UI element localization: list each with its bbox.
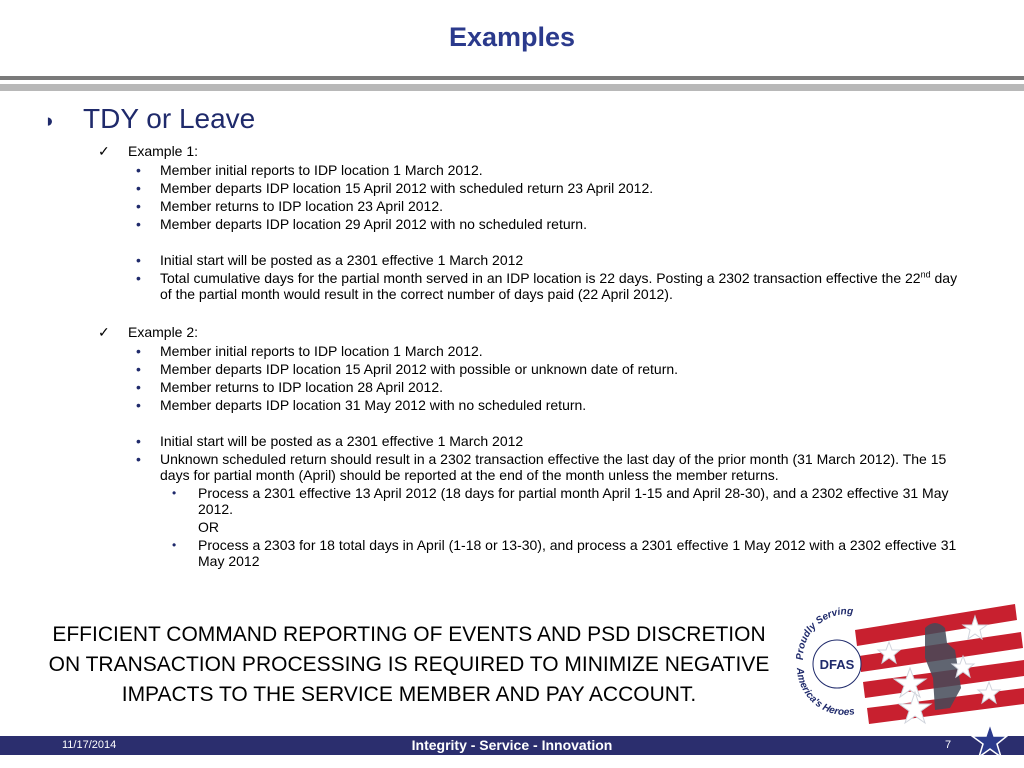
- footer-star-icon: [968, 722, 1008, 762]
- list-item: [0, 198, 1024, 214]
- list-item: [0, 433, 1024, 449]
- bullet-icon: •: [136, 451, 141, 467]
- checkmark-icon: ✓: [98, 324, 110, 340]
- list-item-text: Total cumulative days for the partial month served in an IDP location is 22 days. Posting a 2302 transaction effective the 22: [160, 270, 921, 286]
- example-1-label-row: [0, 143, 1024, 162]
- logo-center-text: DFAS: [819, 657, 855, 672]
- sub-list-item-text: Process a 2303 for 18 total days in April (1-18 or 13-30), and process a 2301 effective 1 May 2012 with a 2302 effective 31 May 2012: [198, 537, 957, 569]
- list-item-text: Member departs IDP location 15 April 2012 with scheduled return 23 April 2012.: [160, 180, 654, 196]
- bullet-icon: •: [136, 162, 141, 178]
- dfas-flag-logo: [785, 598, 1024, 730]
- example-2-label: Example 2:: [128, 324, 199, 340]
- ordinal-suffix: nd: [920, 269, 931, 280]
- list-item-text: Member departs IDP location 29 April 2012 with no scheduled return.: [160, 216, 587, 232]
- list-item: [0, 180, 1024, 196]
- spacer: [0, 415, 1024, 433]
- list-item: [0, 361, 1024, 377]
- checkmark-icon: ✓: [98, 143, 110, 159]
- bullet-icon: •: [136, 198, 141, 214]
- bullet-icon: •: [136, 397, 141, 413]
- bullet-icon: •: [136, 379, 141, 395]
- list-item-text: Member returns to IDP location 28 April 2012.: [160, 379, 444, 395]
- section-heading: TDY or Leave: [83, 103, 256, 134]
- list-item: [0, 216, 1024, 232]
- logo-top-text: Proudly Serving: [794, 606, 854, 661]
- bullet-icon: •: [136, 343, 141, 359]
- sub-bullet-icon: •: [172, 486, 177, 500]
- title-divider-light: [0, 84, 1024, 91]
- list-item: [0, 162, 1024, 178]
- heading-bullet-icon: ◗: [44, 111, 56, 132]
- sub-list-item-text: Process a 2301 effective 13 April 2012 (18 days for partial month April 1-15 and April 28-30), and a 2302 effective 31 May 2012.: [198, 485, 949, 517]
- or-text: OR: [198, 519, 219, 535]
- list-item-text: Member returns to IDP location 23 April 2012.: [160, 198, 444, 214]
- list-item-text: Initial start will be posted as a 2301 effective 1 March 2012: [160, 252, 524, 268]
- bullet-icon: •: [136, 270, 141, 286]
- section-heading-row: [0, 103, 1024, 139]
- footer-bar: [0, 736, 1024, 755]
- bullet-icon: •: [136, 180, 141, 196]
- footer-date: 11/17/2014: [62, 739, 117, 751]
- example-1-label: Example 1:: [128, 143, 199, 159]
- page-number: 7: [945, 739, 952, 751]
- list-item-text: Member initial reports to IDP location 1 March 2012.: [160, 162, 483, 178]
- sub-list-item: [0, 485, 1024, 517]
- callout-statement: EFFICIENT COMMAND REPORTING OF EVENTS AND PSD DISCRETION ON TRANSACTION PROCESSING IS REQUIRED TO MINIMIZE NEGATIVE IMPACTS TO THE SERVICE MEMBER AND PAY ACCOUNT.: [48, 623, 770, 706]
- page-title: Examples: [448, 22, 576, 52]
- spacer: [0, 304, 1024, 320]
- list-item: [0, 451, 1024, 483]
- spacer: [0, 234, 1024, 252]
- sub-list-item: [0, 537, 1024, 569]
- list-item-text-cont: day of the partial month would result in the correct number of days paid (22 April 2012).: [160, 270, 958, 302]
- sub-bullet-icon: •: [172, 538, 177, 552]
- logo-bottom-text: America's Heroes: [793, 667, 856, 719]
- list-item-text: Member initial reports to IDP location 1 March 2012.: [160, 343, 483, 359]
- sub-list-item-or: [0, 519, 1024, 535]
- list-item: [0, 252, 1024, 268]
- list-item: [0, 379, 1024, 395]
- list-item: [0, 343, 1024, 359]
- list-item: [0, 270, 1024, 302]
- bullet-icon: •: [136, 433, 141, 449]
- title-divider-dark: [0, 76, 1024, 80]
- list-item-text: Member departs IDP location 15 April 2012 with possible or unknown date of return.: [160, 361, 679, 377]
- footer-motto: Integrity - Service - Innovation: [411, 737, 613, 753]
- list-item-text: Initial start will be posted as a 2301 effective 1 March 2012: [160, 433, 524, 449]
- bullet-icon: •: [136, 252, 141, 268]
- list-item-text: Unknown scheduled return should result in a 2302 transaction effective the last day of the prior month (31 March 2012). The 15 days for partial month (April) should be reported at the end of the month unless the member returns.: [160, 451, 947, 483]
- example-2-label-row: [0, 324, 1024, 343]
- list-item-text: Member departs IDP location 31 May 2012 with no scheduled return.: [160, 397, 587, 413]
- slide-content: [0, 103, 1024, 571]
- bullet-icon: •: [136, 216, 141, 232]
- list-item: [0, 397, 1024, 413]
- bullet-icon: •: [136, 361, 141, 377]
